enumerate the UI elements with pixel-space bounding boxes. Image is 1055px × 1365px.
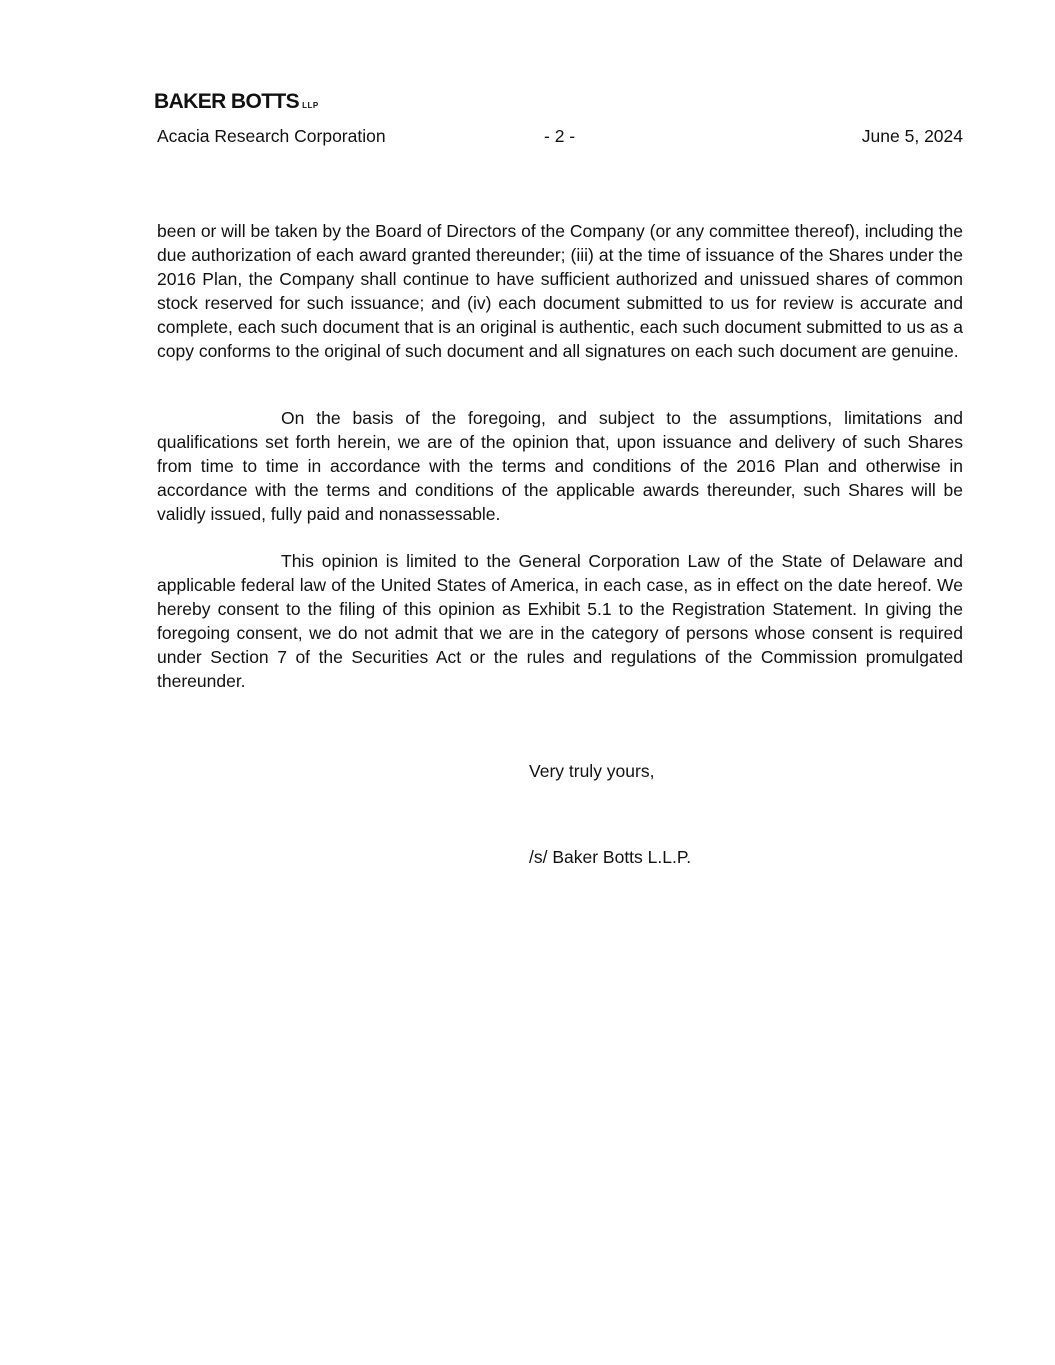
body-paragraph-1: been or will be taken by the Board of Directors of the Company (or any committee thereof), including the due authorization of each award granted thereunder; (iii) at the time of issuance of the Shares under the 2016 Plan, the Company shall continue to have sufficient authorized and unissued shares of common stock reserved for such issuance; and (iv) each document submitted to us for review is accurate and complete, each such document that is an original is authentic, each such document submitted to us as a copy conforms to the original of such document and all signatures on each such document are genuine.: [157, 221, 963, 361]
signature-line: /s/ Baker Botts L.L.P.: [529, 847, 692, 867]
body-paragraph-2: On the basis of the foregoing, and subject to the assumptions, limitations and qualifications set forth herein, we are of the opinion that, upon issuance and delivery of such Shares from time to time in accordance with the terms and conditions of the 2016 Plan and otherwise in accordance with the terms and conditions of the applicable awards thereunder, such Shares will be validly issued, fully paid and nonassessable.: [157, 408, 963, 524]
running-header: [157, 126, 963, 148]
page-number: - 2 -: [544, 126, 576, 146]
firm-logo: [154, 90, 319, 114]
firm-logo-suffix: LLP: [302, 101, 319, 110]
header-addressee: Acacia Research Corporation: [157, 126, 386, 146]
body-paragraph-3: This opinion is limited to the General Corporation Law of the State of Delaware and applicable federal law of the United States of America, in each case, as in effect on the date hereof. We hereby consent to the filing of this opinion as Exhibit 5.1 to the Registration Statement. In giving the foregoing consent, we do not admit that we are in the category of persons whose consent is required under Section 7 of the Securities Act or the rules and regulations of the Commission promulgated thereunder.: [157, 551, 963, 691]
firm-logo-name: BAKER BOTTS: [154, 90, 300, 113]
header-date: June 5, 2024: [861, 126, 963, 146]
closing-salutation: Very truly yours,: [529, 761, 655, 781]
